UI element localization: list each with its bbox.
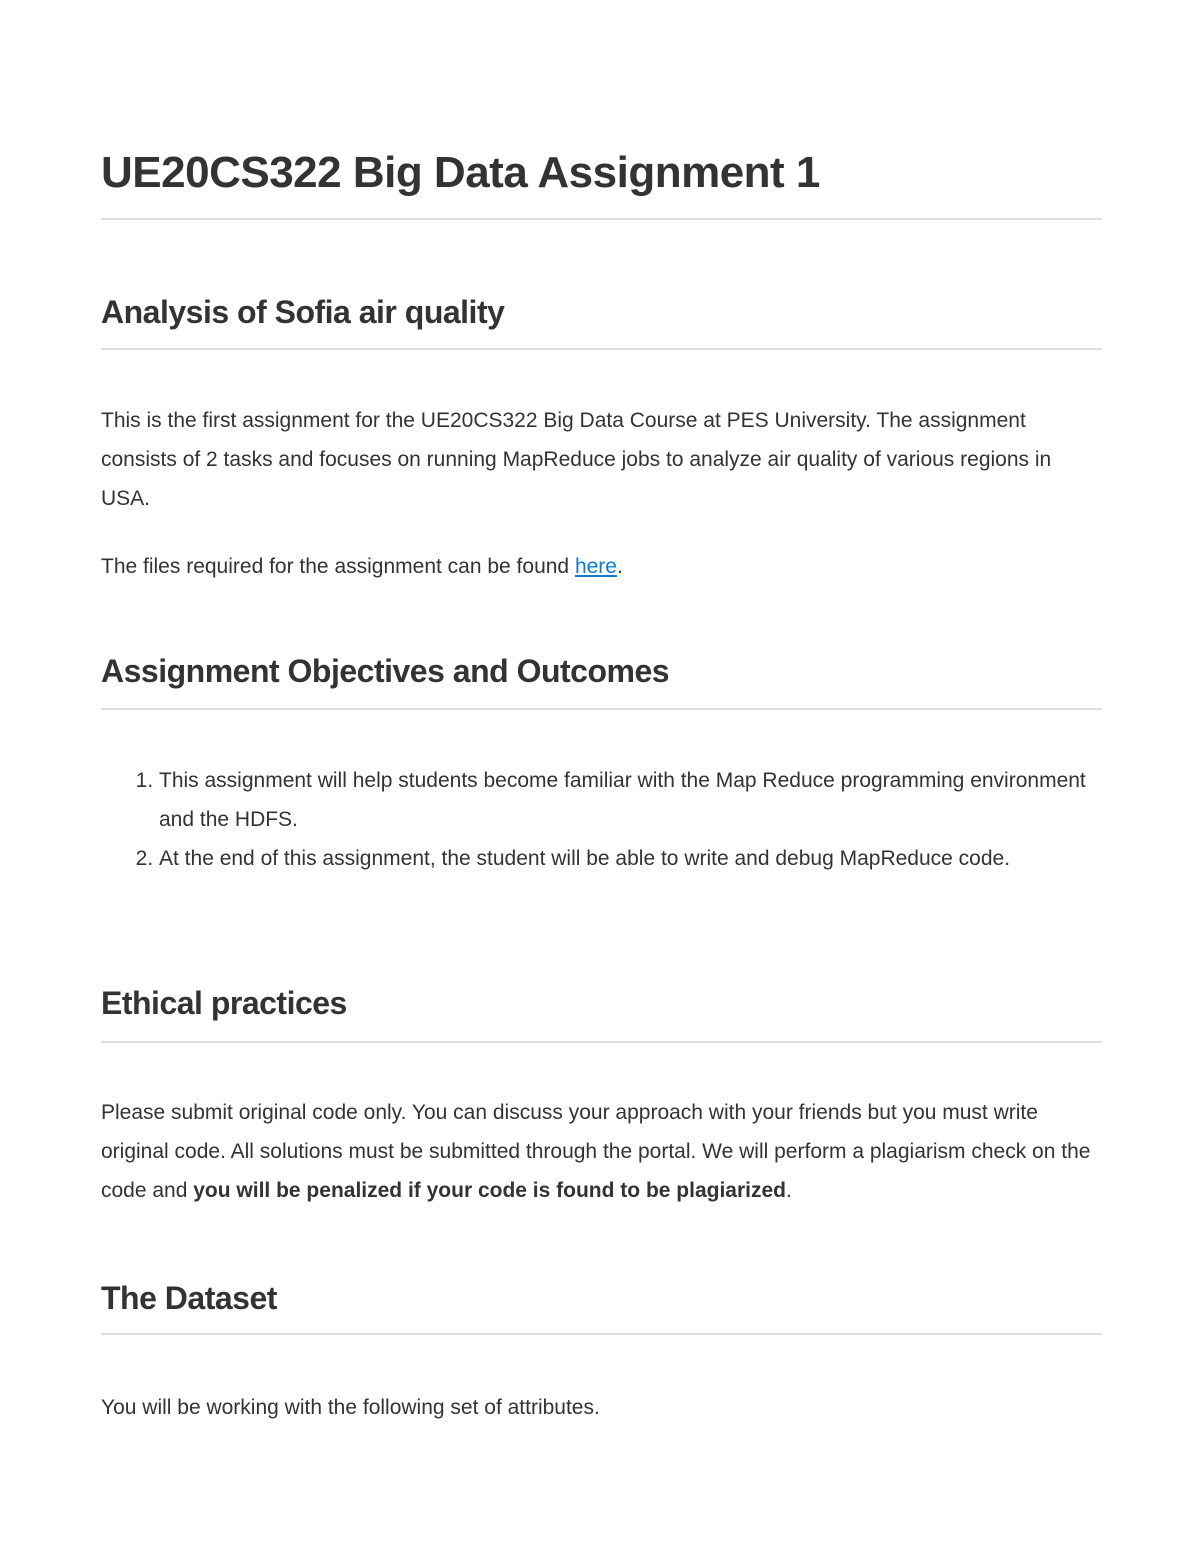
- dataset-divider: [101, 1333, 1102, 1335]
- section-heading-dataset: The Dataset: [101, 1280, 277, 1316]
- intro-paragraph: This is the first assignment for the UE20CS322 Big Data Course at PES University. The assignment consists of 2 tasks and focuses on running MapReduce jobs to analyze air quality of various regions in USA.: [101, 409, 1052, 510]
- section-heading-ethics: Ethical practices: [101, 985, 347, 1021]
- title-divider: [101, 218, 1102, 220]
- section-heading-objectives: Assignment Objectives and Outcomes: [101, 653, 670, 689]
- ethics-divider: [101, 1041, 1102, 1043]
- ethics-text-end: .: [786, 1179, 792, 1202]
- analysis-divider: [101, 348, 1102, 350]
- page-title: UE20CS322 Big Data Assignment 1: [101, 148, 820, 197]
- files-paragraph: [101, 547, 1102, 586]
- objective-item: 2. At the end of this assignment, the student will be able to write and debug MapReduce code.: [159, 839, 1119, 878]
- ethics-warning: you will be penalized if your code is found to be plagiarized: [193, 1179, 786, 1202]
- files-text-prefix: The files required for the assignment can be found: [101, 555, 575, 578]
- ethics-text: Please submit original code only. You can discuss your approach with your friends but you must write original code. All solutions must be submitted through the portal. We will perform a plagiarism check on the code and: [101, 1101, 1091, 1202]
- files-here-link[interactable]: here: [574, 555, 617, 578]
- dataset-paragraph: You will be working with the following set of attributes.: [101, 1396, 600, 1419]
- objectives-list: [101, 761, 1119, 878]
- files-text-suffix: .: [616, 555, 623, 578]
- ethics-paragraph: [101, 1093, 1102, 1210]
- objectives-divider: [101, 708, 1102, 710]
- section-heading-analysis: Analysis of Sofia air quality: [101, 294, 505, 330]
- objective-item: 1. This assignment will help students become familiar with the Map Reduce programming environment and the HDFS.: [159, 761, 1119, 839]
